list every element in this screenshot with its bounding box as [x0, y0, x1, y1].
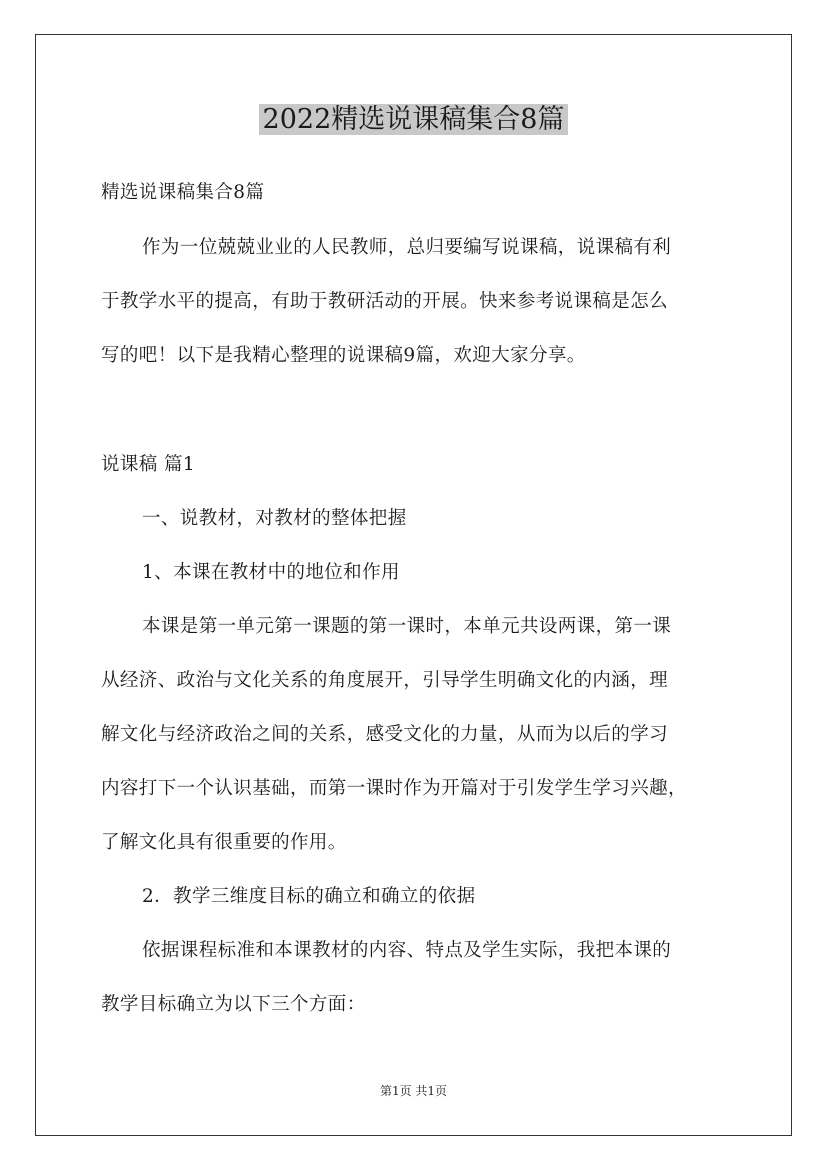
paragraph-2-line-1: 依据课程标准和本课教材的内容、特点及学生实际，我把本课的	[142, 940, 672, 961]
document-title-text: 2022精选说课稿集合8篇	[259, 104, 569, 135]
heading-level-2-second: 2．教学三维度目标的确立和确立的依据	[142, 886, 476, 907]
heading-level-2-first: 1、本课在教材中的地位和作用	[142, 562, 400, 583]
document-title	[0, 100, 827, 140]
paragraph-1-line-4: 内容打下一个认识基础，而第一课时作为开篇对于引发学生学习兴趣，	[101, 778, 687, 799]
paragraph-1-line-3: 解文化与经济政治之间的关系，感受文化的力量，从而为以后的学习	[101, 724, 669, 745]
paragraph-1-line-1: 本课是第一单元第一课题的第一课时，本单元共设两课，第一课	[142, 616, 672, 637]
paragraph-1-line-2: 从经济、政治与文化关系的角度展开，引导学生明确文化的内涵，理	[101, 670, 669, 691]
intro-line-3: 写的吧！以下是我精心整理的说课稿9篇，欢迎大家分享。	[101, 345, 586, 366]
page-footer: 第1页 共1页	[379, 1084, 448, 1098]
section-heading: 说课稿 篇1	[101, 454, 196, 475]
intro-line-1: 作为一位兢兢业业的人民教师，总归要编写说课稿，说课稿有利	[142, 237, 672, 258]
document-subtitle: 精选说课稿集合8篇	[101, 182, 265, 203]
paragraph-2-line-2: 教学目标确立为以下三个方面：	[101, 994, 366, 1015]
intro-line-2: 于教学水平的提高，有助于教研活动的开展。快来参考说课稿是怎么	[101, 291, 669, 312]
heading-level-1: 一、说教材，对教材的整体把握	[142, 508, 407, 529]
paragraph-1-line-5: 了解文化具有很重要的作用。	[101, 832, 347, 853]
